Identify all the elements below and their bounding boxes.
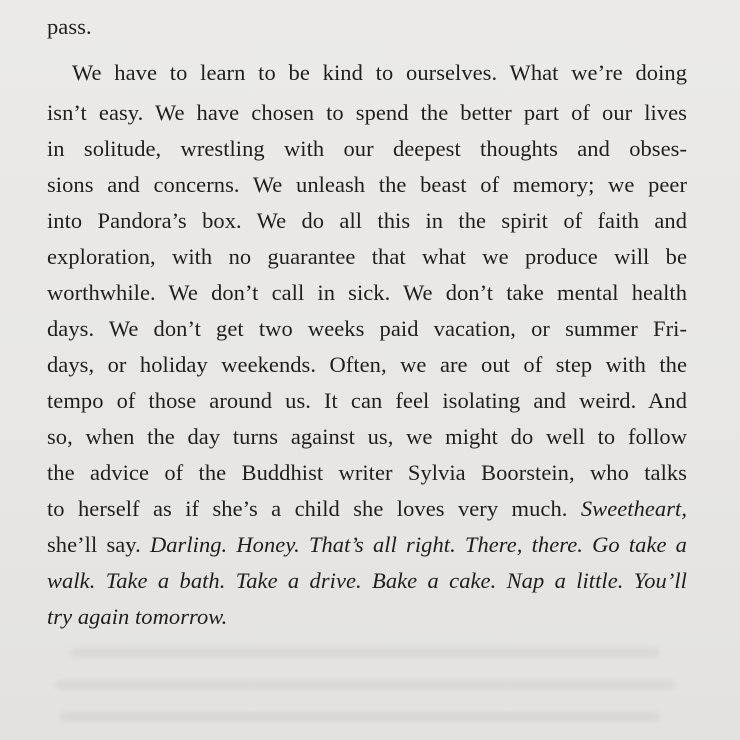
bleed-through xyxy=(70,648,660,658)
text-italic: Darling. Honey. That’s all right. There, there. Go take a xyxy=(149,532,687,557)
text-line: isn’t easy. We have chosen to spend the better part of our lives xyxy=(47,100,687,125)
text-line: the advice of the Buddhist writer Sylvia Boorstein, who talks xyxy=(47,460,687,485)
text-line: exploration, with no guarantee that what we produce will be xyxy=(47,244,687,269)
text-line: sions and concerns. We unleash the beast of memory; we peer xyxy=(47,172,687,197)
text-line: pass. xyxy=(47,14,92,39)
text-line: days. We don’t get two weeks paid vacation, or summer Fri- xyxy=(47,316,687,341)
text-line: days, or holiday weekends. Often, we are out of step with the xyxy=(47,352,687,377)
text-italic: Sweetheart, xyxy=(580,496,687,521)
text-line xyxy=(47,530,687,560)
text-line: try again tomorrow. xyxy=(47,604,228,629)
text-line: worthwhile. We don’t call in sick. We don’t take mental health xyxy=(47,280,687,305)
text-roman: she’ll say. xyxy=(47,532,141,557)
text-line xyxy=(47,494,687,524)
bleed-through xyxy=(60,712,660,722)
text-line: walk. Take a bath. Take a drive. Bake a cake. Nap a little. You’ll xyxy=(47,568,687,593)
text-roman: to herself as if she’s a child she loves very much. xyxy=(47,496,568,521)
text-line: so, when the day turns against us, we might do well to follow xyxy=(47,424,687,449)
text-line: into Pandora’s box. We do all this in the spirit of faith and xyxy=(47,208,687,233)
text-line: We have to learn to be kind to ourselves. What we’re doing xyxy=(72,60,687,85)
text-line: tempo of those around us. It can feel isolating and weird. And xyxy=(47,388,687,413)
text-line: in solitude, wrestling with our deepest thoughts and obses- xyxy=(47,136,687,161)
bleed-through xyxy=(55,680,675,690)
